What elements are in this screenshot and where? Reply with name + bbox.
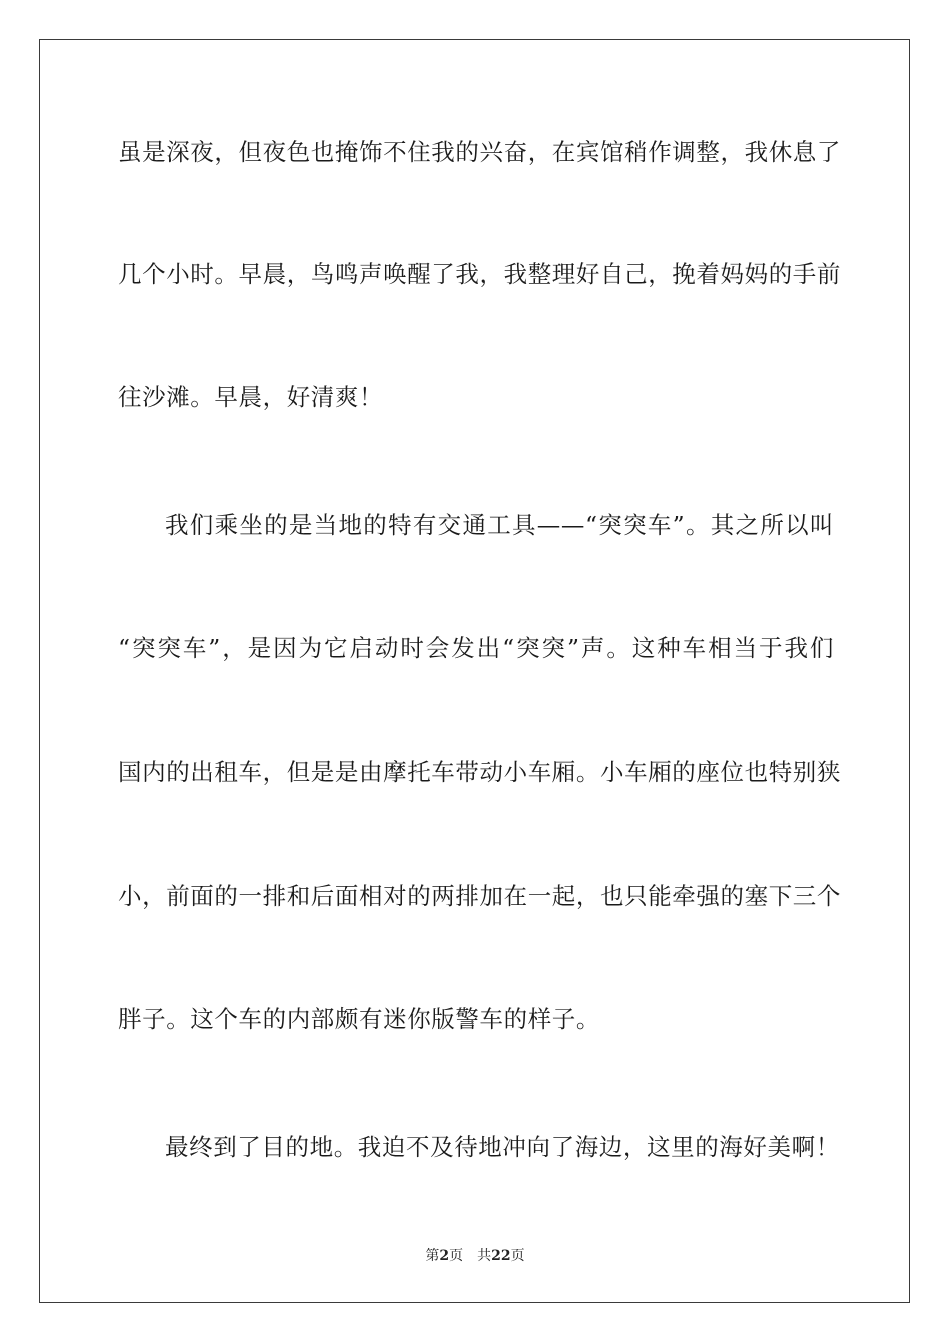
page-footer	[0, 1246, 950, 1266]
paragraph-line: “突突车”，是因为它启动时会发出“突突”声。这种车相当于我们	[118, 634, 834, 662]
total-pages: 22	[491, 1248, 511, 1264]
paragraph-line: 几个小时。早晨，鸟鸣声唤醒了我，我整理好自己，挽着妈妈的手前	[118, 260, 841, 288]
paragraph-line: 我们乘坐的是当地的特有交通工具——“突突车”。其之所以叫	[165, 511, 834, 539]
paragraph-line: 往沙滩。早晨，好清爽！	[118, 383, 384, 411]
page-prefix: 第	[425, 1248, 440, 1264]
total-prefix: 共	[477, 1248, 492, 1264]
page-frame	[39, 39, 910, 1303]
paragraph-line: 小，前面的一排和后面相对的两排加在一起，也只能牵强的塞下三个	[118, 882, 841, 910]
paragraph-line: 最终到了目的地。我迫不及待地冲向了海边，这里的海好美啊！	[165, 1133, 840, 1161]
total-suffix: 页	[510, 1248, 525, 1264]
page-number: 2	[439, 1248, 450, 1264]
paragraph-line: 国内的出租车，但是是由摩托车带动小车厢。小车厢的座位也特别狭	[118, 758, 841, 786]
paragraph-line: 胖子。这个车的内部颇有迷你版警车的样子。	[118, 1005, 600, 1033]
page-suffix: 页	[449, 1248, 464, 1264]
paragraph-line: 虽是深夜，但夜色也掩饰不住我的兴奋，在宾馆稍作调整，我休息了	[118, 138, 841, 166]
